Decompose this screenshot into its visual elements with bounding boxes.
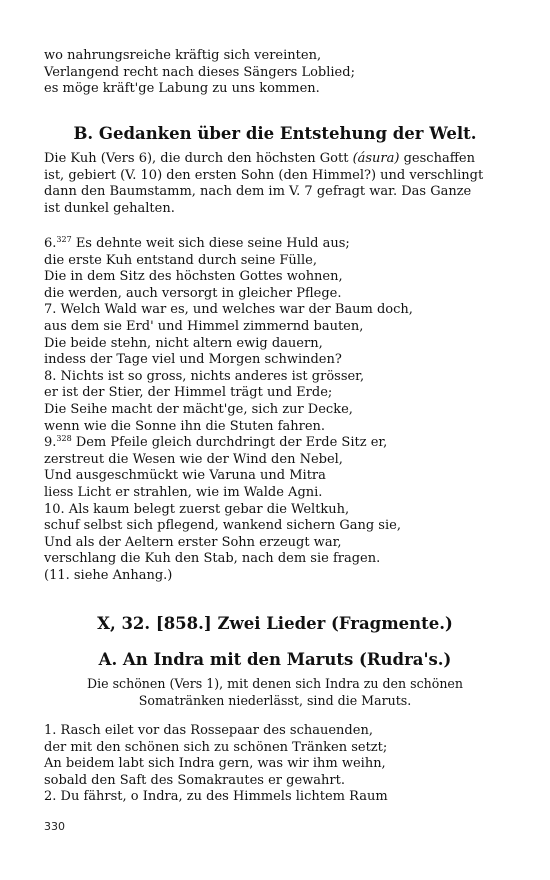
section-a-note [40, 676, 510, 709]
intro-line [44, 151, 514, 168]
verse-line: An beidem labt sich Indra gern, was wir ihm weihn, [44, 756, 386, 772]
verse-line: 10. Als kaum belegt zuerst gebar die Weltkuh, [44, 501, 350, 517]
verse-line: sobald den Saft des Somakrautes er gewahrt. [44, 772, 345, 788]
verse-line: aus dem sie Erd' und Himmel zimmernd bauten, [44, 318, 364, 334]
intro-line: dann den Baumstamm, nach dem im V. 7 gefragt war. Das Ganze [44, 184, 472, 200]
verse-number: 9. [44, 435, 57, 451]
intro-italic-term: (ásura) [352, 151, 400, 166]
verse-line: es möge kräft'ge Labung zu uns kommen. [44, 81, 320, 97]
verse-line: Die Seihe macht der mächt'ge, sich zur Decke, [44, 401, 353, 417]
verse-line: Die beide stehn, nicht altern ewig dauern, [44, 335, 323, 351]
intro-line: ist dunkel gehalten. [44, 200, 175, 216]
section-b-intro [44, 151, 514, 217]
verse-line [44, 435, 514, 452]
intro-line: ist, gebiert (V. 10) den ersten Sohn (den Himmel?) und verschlingt [44, 167, 484, 183]
verse-line: (11. siehe Anhang.) [44, 567, 173, 583]
verse-text: Dem Pfeile gleich durchdringt der Erde Sitz er, [71, 435, 388, 451]
verse-text: Es dehnte weit sich diese seine Huld aus; [71, 236, 350, 251]
top-verses [44, 48, 514, 98]
verse-line: Verlangend recht nach dieses Sängers Loblied; [44, 64, 355, 80]
section-b-heading: B. Gedanken über die Entstehung der Welt. [73, 124, 477, 143]
note-line: Somatränken niederlässt, sind die Maruts. [138, 692, 412, 708]
intro-text: Die Kuh (Vers 6), die durch den höchsten Gott [44, 151, 353, 166]
verse-line: 8. Nichts ist so gross, nichts anderes ist grösser, [44, 368, 365, 384]
intro-text: geschaffen [399, 151, 475, 166]
verse-line: wo nahrungsreiche kräftig sich vereinten, [44, 48, 322, 63]
verse-line: die werden, auch versorgt in gleicher Pflege. [44, 285, 342, 301]
section-b-verses [44, 236, 514, 584]
verse-line: 1. Rasch eilet vor das Rossepaar des schauenden, [44, 723, 373, 738]
verse-line: die erste Kuh entstand durch seine Fülle, [44, 252, 317, 268]
verse-line: Und als der Aeltern erster Sohn erzeugt war, [44, 534, 342, 550]
verse-line [44, 236, 514, 253]
verse-line: zerstreut die Wesen wie der Wind den Nebel, [44, 451, 343, 467]
section-a-verses [44, 723, 514, 806]
verse-line: liess Licht er strahlen, wie im Walde Agni. [44, 484, 323, 500]
verse-line: 7. Welch Wald war es, und welches war der Baum doch, [44, 302, 413, 318]
page-number: 330 [44, 820, 65, 833]
verse-line: schuf selbst sich pflegend, wankend sichern Gang sie, [44, 518, 401, 534]
verse-line: der mit den schönen sich zu schönen Tränken setzt; [44, 739, 388, 755]
verse-line: Und ausgeschmückt wie Varuna und Mitra [44, 468, 326, 484]
verse-line: Die in dem Sitz des höchsten Gottes wohnen, [44, 269, 343, 285]
verse-line: wenn wie die Sonne ihn die Stuten fahren. [44, 418, 326, 434]
section-a-subheading: A. An Indra mit den Maruts (Rudra's.) [98, 650, 452, 669]
footnote-marker: 328 [56, 434, 72, 444]
verse-line: 2. Du fährst, o Indra, zu des Himmels lichtem Raum [44, 789, 388, 805]
verse-line: verschlang die Kuh den Stab, nach dem sie fragen. [44, 551, 381, 567]
footnote-marker: 327 [56, 235, 72, 244]
section-x-heading: X, 32. [858.] Zwei Lieder (Fragmente.) [97, 614, 453, 633]
verse-line: indess der Tage viel und Morgen schwinden? [44, 352, 342, 368]
verse-line: er ist der Stier, der Himmel trägt und Erde; [44, 385, 333, 401]
verse-number: 6. [44, 236, 57, 251]
note-line: Die schönen (Vers 1), mit denen sich Indra zu den schönen [86, 676, 464, 691]
